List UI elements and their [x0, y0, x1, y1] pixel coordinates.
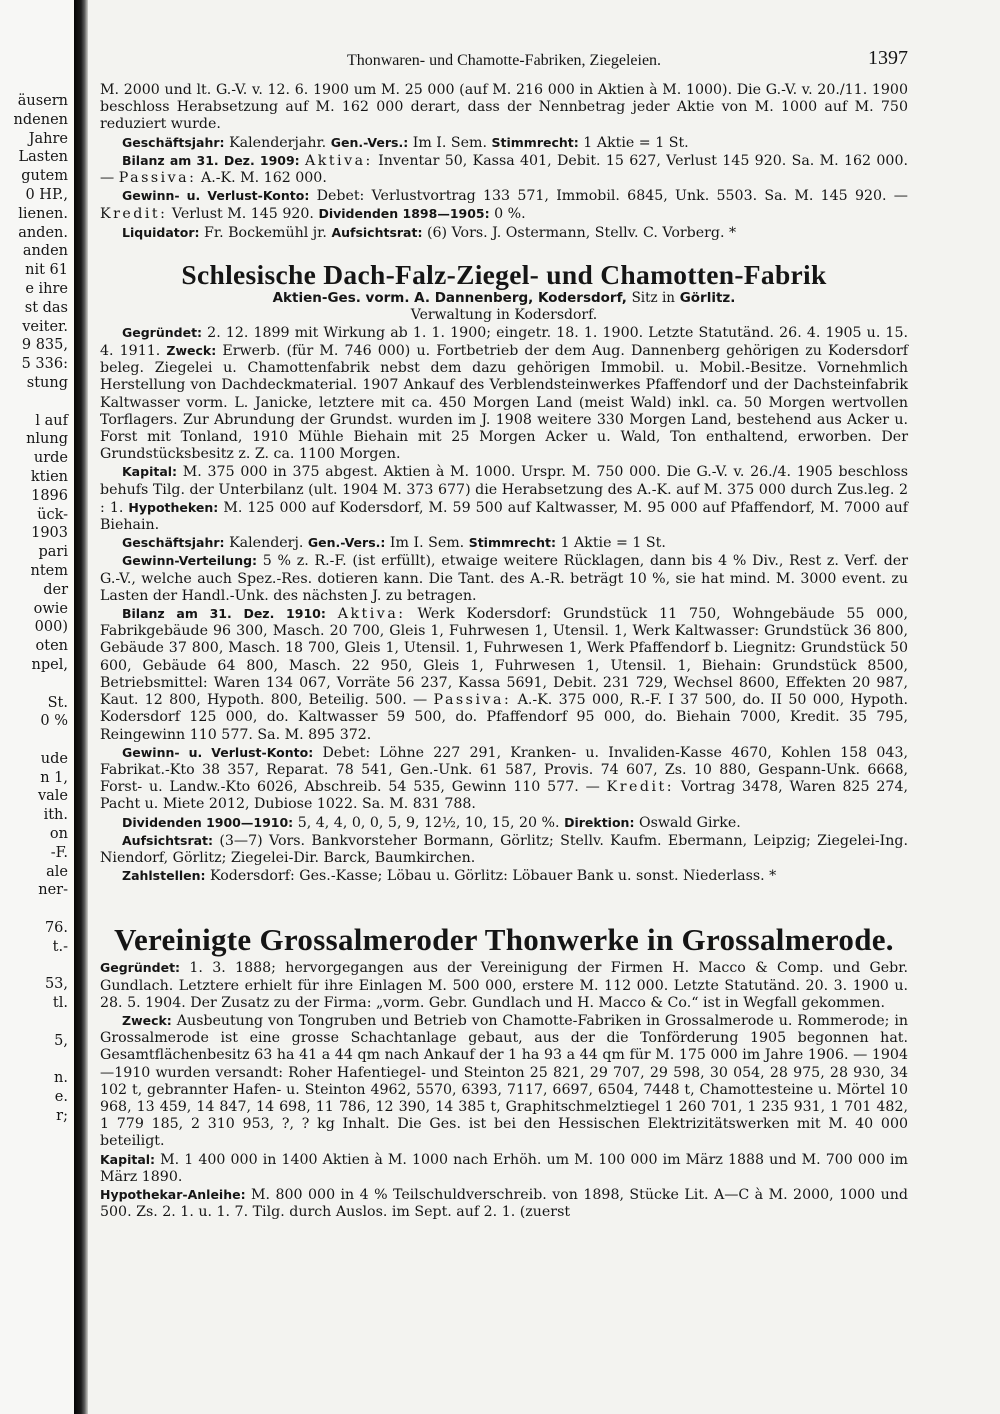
field-text: M. 2000 und lt. G.-V. v. 12. 6. 1900 um M. 25 000 (auf M. 216 000 in Aktien à M. 1000). Die G.-V. v. 20./11. 1900 beschloss Herabsetzung auf M. 162 000 derart, dass der Nennbetrag jeder Aktie von M. 1000 auf M. 750 reduziert wurde.	[100, 82, 908, 133]
margin-fragment: stung	[26, 374, 68, 391]
field-label: Dividenden 1900—1910:	[122, 814, 294, 830]
prev-profit-loss	[100, 187, 908, 223]
field-text: Aktien-Ges. vorm. A. Dannenberg, Kodersdorf,	[272, 289, 627, 306]
field-text: M. 125 000 auf Kodersdorf, M. 59 500 auf Kaltwasser, M. 95 000 auf Pfaffendorf, M. 7000 auf Biehain.	[100, 499, 909, 534]
margin-fragment: Lasten	[18, 149, 68, 166]
field-text: Passiva:	[433, 692, 512, 709]
margin-fragment: urde	[33, 450, 68, 467]
margin-fragment: 5 336:	[21, 356, 68, 373]
prev-balance	[100, 152, 908, 187]
field-text: 5 % z. R.-F. (ist erfüllt), etwaige weitere Rücklagen, dann bis 4 % Div., Rest z. Verf. der G.-V., welche auch Spez.-Res. dotieren kann. Die Tant. des A.-R. beträgt 10 %, sie hat mind. M. 3000 event. zu Lasten der Handl.-Unk. des nächsten J. zu betragen.	[100, 553, 908, 604]
field-label: Zahlstellen:	[122, 868, 206, 884]
balance-sheet	[100, 605, 908, 744]
field-text: 2. 12. 1899 mit Wirkung ab 1. 1. 1900; eingetr. 18. 1. 1900. Letzte Statutänd. 26. 4. 1905 u. 15. 4. 1911.	[100, 324, 908, 360]
field-text: Kalenderj.	[229, 535, 304, 552]
field-text: Kodersdorf: Ges.-Kasse; Löbau u. Görlitz: Löbauer Bank u. sonst. Niederlass. *	[210, 868, 777, 885]
field-label: Bilanz am 31. Dez. 1909:	[122, 152, 300, 168]
field-text: 1 Aktie = 1 St.	[583, 134, 689, 151]
margin-fragment: on	[49, 826, 68, 843]
page-content	[100, 47, 909, 1221]
field-label: Bilanz am 31. Dez. 1910:	[122, 606, 326, 622]
dividends	[100, 814, 908, 832]
founded	[100, 959, 908, 1012]
field-label: Liquidator:	[122, 224, 200, 240]
field-text: Inventar 50, Kassa 401, Debit. 15 627, Verlust 145 920. Sa. M. 162 000. —	[100, 152, 908, 187]
margin-fragment: vale	[37, 788, 68, 805]
margin-fragment: e.	[54, 1089, 68, 1106]
field-label: Dividenden 1898—1905:	[318, 206, 490, 222]
margin-fragment	[0, 1051, 74, 1070]
field-text: Verlust M. 145 920.	[171, 206, 314, 223]
mortgage-bond	[100, 1186, 908, 1221]
margin-fragment: n.	[54, 1070, 68, 1087]
running-head	[100, 47, 908, 82]
previous-entry	[100, 82, 908, 242]
margin-fragment	[0, 393, 74, 412]
field-text: A.-K. 375 000, R.-F. I 37 500, do. II 50 000, Hypoth. Kodersdorf 125 000, do. Kaltwasser 59 500, do. Pfaffendorf 95 000, do. Biehain 7000, Kredit. 35 795, Reingewinn 110 577. Sa. M. 895 372.	[100, 692, 908, 743]
margin-fragment: ner-	[38, 882, 68, 899]
margin-fragment: ale	[46, 863, 68, 880]
prev-liquidator	[100, 224, 908, 242]
margin-fragment: nlung	[26, 431, 68, 448]
field-label: Gen.-Vers.:	[307, 535, 386, 551]
margin-fragment: lienen.	[18, 205, 68, 222]
margin-fragment: oten	[35, 638, 68, 655]
company-entry-grossalmerode	[100, 921, 908, 1221]
margin-fragment: gutem	[21, 168, 68, 185]
margin-fragment: ndenen	[13, 111, 68, 128]
margin-fragment: -F.	[50, 844, 68, 861]
field-text: M. 1 400 000 in 1400 Aktien à M. 1000 nach Erhöh. um M. 100 000 im März 1888 und M. 700 000 im März 1890.	[100, 1151, 909, 1185]
field-text: Im I. Sem.	[412, 134, 487, 151]
paying-agents	[100, 867, 908, 885]
margin-fragment: ith.	[43, 807, 68, 824]
margin-fragment: tl.	[52, 995, 68, 1012]
margin-fragment: 0 HP.,	[25, 186, 68, 203]
field-text: Werk Kodersdorf: Grundstück 11 750, Wohngebäude 55 000, Fabrikgebäude 96 300, Masch. 20 700, Gleis 1, Fuhrwesen 1, Utensil. 1, Werk Kaltwasser: Grundstück 36 800, Gebäude 37 800, Masch. 18 700, Gleis 1, Utensil. 1, Fuhrwesen 1, Werk Pfaffendorf b. Liegnitz: Grundstück 50 600, Gebäude 64 800, Masch. 22 950, Gleis 1, Fuhrwesen 1, Utensil. 1, Biehain: Grundstück 8500, Betriebsmittel: Waren 134 067, Vorräte 56 237, Kassa 5691, Debit. 231 729, Wechsel 8600, Effekten 20 987, Kaut. 12 800, Hypoth. 800, Beteilig. 500. —	[100, 606, 908, 709]
field-label: Aufsichtsrat:	[331, 224, 423, 240]
profit-loss-account	[100, 744, 908, 814]
field-label: Kapital:	[100, 1151, 156, 1167]
field-label: Kapital:	[122, 464, 178, 480]
field-label: Aufsichtsrat:	[122, 832, 214, 848]
company-title: Schlesische Dach-Falz-Ziegel- und Chamotten-Fabrik	[181, 258, 827, 290]
margin-fragment: st das	[24, 299, 68, 316]
field-text: A.-K. M. 162 000.	[200, 170, 327, 187]
field-label: Gegründet:	[100, 960, 181, 976]
margin-fragment: ude	[40, 750, 68, 767]
margin-fragment: npel,	[31, 656, 68, 673]
margin-fragment	[0, 957, 74, 976]
profit-distribution	[100, 552, 908, 605]
margin-fragment: 53,	[44, 976, 68, 993]
margin-fragment: 0 %	[40, 713, 68, 730]
field-label: Zweck:	[166, 343, 217, 359]
margin-fragment	[0, 675, 74, 694]
field-text: (3—7) Vors. Bankvorsteher Bormann, Görlitz; Stellv. Kaufm. Ebermann, Leipzig; Ziegelei-Ing. Niendorf, Görlitz; Ziegelei-Dir. Barck, Baumkirchen.	[100, 832, 909, 866]
margin-fragment: owie	[33, 600, 68, 617]
book-spine-shadow	[74, 0, 88, 1414]
field-label: Direktion:	[564, 814, 635, 830]
margin-fragment: e ihre	[25, 280, 68, 297]
margin-fragment: 1896	[31, 487, 68, 504]
field-text: (6) Vors. J. Ostermann, Stellv. C. Vorberg. *	[427, 224, 737, 241]
field-text: 0 %.	[494, 206, 526, 223]
field-text: Fr. Bockemühl jr.	[204, 224, 327, 241]
field-text: 1. 3. 1888; hervorgegangen aus der Vereinigung der Firmen H. Macco & Comp. und Gebr. Gundlach. Letztere erhielt für ihre Einlagen M. 500 000, erstere M. 112 000. Letzte Statutänd. 20. 3. 1900 u. 28. 5. 1904. Der Zusatz zu der Firma: „vorm. Gebr. Gundlach und H. Macco & Co.“ ist in Wegfall gekommen.	[100, 960, 908, 1011]
margin-fragment: veiter.	[22, 318, 68, 335]
field-text: Oswald Girke.	[638, 814, 741, 831]
field-text: Aktiva:	[337, 606, 406, 623]
company-subtitle	[100, 290, 908, 307]
field-text: Debet: Löhne 227 291, Kranken- u. Invaliden-Kasse 4670, Kohlen 158 043, Fabrikat.-Kto 38 357, Reparat. 78 541, Gen.-Unk. 61 587, Provis. 74 607, Zs. 10 880, Gespann-Unk. 6668, Forst- u. Landw.-Kto 6026, Abschreib. 54 535, Gewinn 110 577. —	[100, 744, 908, 796]
field-text: M. 800 000 in 4 % Teilschuldverschreib. von 1898, Stücke Lit. A—C à M. 2000, 1000 und 500. Zs. 2. 1. u. 1. 7. Tilg. durch Auslos. im Sept. auf 2. 1. (zuerst	[100, 1186, 908, 1221]
margin-fragment: ück-	[37, 506, 68, 523]
field-text: Görlitz.	[679, 289, 736, 306]
field-text: Kredit:	[100, 206, 168, 223]
margin-fragment: äusern	[17, 93, 68, 109]
margin-fragment	[0, 731, 74, 750]
margin-fragment: 9 835,	[21, 337, 68, 354]
field-text: Sitz in	[631, 289, 675, 306]
field-text: 1 Aktie = 1 St.	[560, 535, 666, 552]
margin-fragment: St.	[47, 694, 68, 711]
margin-fragment: l auf	[35, 412, 68, 429]
margin-fragment: 5,	[54, 1032, 68, 1049]
margin-fragment: ntem	[30, 562, 68, 579]
field-text: 5, 4, 4, 0, 0, 5, 9, 12½, 10, 15, 20 %.	[297, 814, 560, 831]
margin-fragment: r;	[56, 1108, 68, 1125]
field-text: Kredit:	[606, 779, 675, 796]
margin-fragment: nit 61	[25, 262, 68, 279]
margin-fragment: anden	[22, 243, 68, 260]
field-label: Geschäftsjahr:	[122, 535, 225, 551]
field-label: Hypotheken:	[128, 499, 219, 515]
field-text: Passiva:	[118, 170, 197, 187]
capital	[100, 463, 908, 534]
field-text: M. 375 000 in 375 abgest. Aktien à M. 1000. Urspr. M. 750 000. Die G.-V. v. 26./4. 1905 beschloss behufs Tilg. der Unterbilanz (ult. 1904 M. 373 677) die Herabsetzung des A.-K. auf M. 375 000 durch Zus.leg. 2 : 1.	[100, 464, 908, 516]
company-entry-schlesische	[100, 260, 908, 886]
margin-fragment: 76.	[44, 920, 68, 937]
company-title: Vereinigte Grossalmeroder Thonwerke in Grossalmerode.	[114, 922, 894, 958]
margin-fragment: der	[43, 581, 68, 598]
prev-capital-text	[100, 82, 908, 134]
field-label: Gewinn- u. Verlust-Konto:	[122, 188, 310, 204]
field-text: Ausbeutung von Tongruben und Betrieb von Chamotte-Fabriken in Grossalmerode u. Rommerode; in Grossalmerode ist eine grosse Schachtanlage gebaut, aus der die Tonförderung 1905 begonnen hat. Gesamtflächenbesitz 63 ha 41 a 44 qm nach Ankauf der 1 ha 93 a 44 qm für M. 175 000 im Jahre 1906. — 1904—1910 wurden versandt: Roher Hafentiegel- und Steinton 25 821, 29 707, 29 598, 30 054, 28 975, 28 930, 34 102 t, gebrannter Hafen- u. Steinton 4962, 5570, 6393, 7117, 6697, 6504, 7448 t, Chamottesteine u. Mörtel 10 968, 13 459, 14 847, 14 698, 11 786, 12 390, 14 385 t, Graphitschmelztiegel 1 260 701, 1 235 931, 1 701 482, 1 779 185, 2 310 953, ?, ? kg Inhalt. Die Ges. ist bei den Hessischen Elektrizitätswerken mit M. 40 000 beteiligt.	[100, 1012, 908, 1150]
margin-fragment: anden.	[18, 224, 68, 241]
field-text: Aktiva:	[305, 152, 373, 169]
margin-fragment: ktien	[30, 468, 68, 485]
field-label: Stimmrecht:	[468, 535, 556, 551]
field-text: Erwerb. (für M. 746 000) u. Fortbetrieb der dem Aug. Dannenberg gehörigen zu Kodersdorf beleg. Ziegelei u. Chamottenfabrik nebst dem dazu gehörigen Immobil. u. Mobil.-Besitze. Vornehmlich Herstellung von Dachdeckmaterial. 1907 Ankauf des Verblendsteinwerkes Pfaffendorf und der Dachsteinfabrik Kaltwasser vorm. L. Janicke, letztere mit ca. 450 Morgen Land (meist Wald) inkl. ca. 50 Morgen wertvollen Torflagers. Zur Abrundung der Grundst. wurden im J. 1908 weitere 330 Morgen Land, bestehend aus Acker u. Forst mit Tonland, 1910 Mühle Biehain mit 25 Morgen Acker u. Wald, Ton enthaltend, erworben. Der Grundstücksbesitz z. Z. ca. 1100 Morgen.	[100, 343, 908, 463]
field-text: Kalenderjahr.	[229, 134, 327, 151]
field-label: Zweck:	[122, 1012, 172, 1028]
founded	[100, 324, 908, 464]
field-text: Vortrag 3478, Waren 825 274, Pacht u. Miete 2012, Dubiose 1022. Sa. M. 831 788.	[100, 779, 908, 813]
margin-fragment: 1903	[31, 525, 68, 542]
page-number: 1397	[868, 47, 908, 69]
margin-fragment	[0, 900, 74, 919]
purpose	[100, 1012, 908, 1151]
prev-meta-line: Geschäftsjahr: Kalenderjahr. Gen.-Vers.: Im I. Sem. Stimmrecht: 1 Aktie = 1 St.	[122, 134, 689, 151]
company-administration: Verwaltung in Kodersdorf.	[410, 306, 598, 323]
field-label: Hypothekar-Anleihe:	[100, 1186, 246, 1202]
field-label: Gegründet:	[122, 324, 203, 340]
margin-fragment: t.-	[52, 938, 68, 955]
margin-fragment: Jahre	[28, 130, 68, 147]
field-label: Gewinn- u. Verlust-Konto:	[122, 744, 314, 760]
left-page-margin-fragments	[0, 0, 74, 1414]
margin-fragment: pari	[38, 544, 68, 561]
margin-fragment	[0, 1013, 74, 1032]
field-text: Im I. Sem.	[389, 535, 465, 552]
field-label: Gewinn-Verteilung:	[122, 553, 258, 569]
margin-fragment: 000)	[34, 619, 68, 636]
supervisory-board	[100, 832, 908, 867]
margin-fragment: n 1,	[40, 769, 68, 786]
capital	[100, 1151, 908, 1186]
meta-line	[100, 534, 908, 552]
running-head-title: Thonwaren- und Chamotte-Fabriken, Ziegeleien.	[346, 52, 662, 69]
field-text: Debet: Verlustvortrag 133 571, Immobil. 6845, Unk. 5503. Sa. M. 145 920. —	[316, 188, 908, 205]
